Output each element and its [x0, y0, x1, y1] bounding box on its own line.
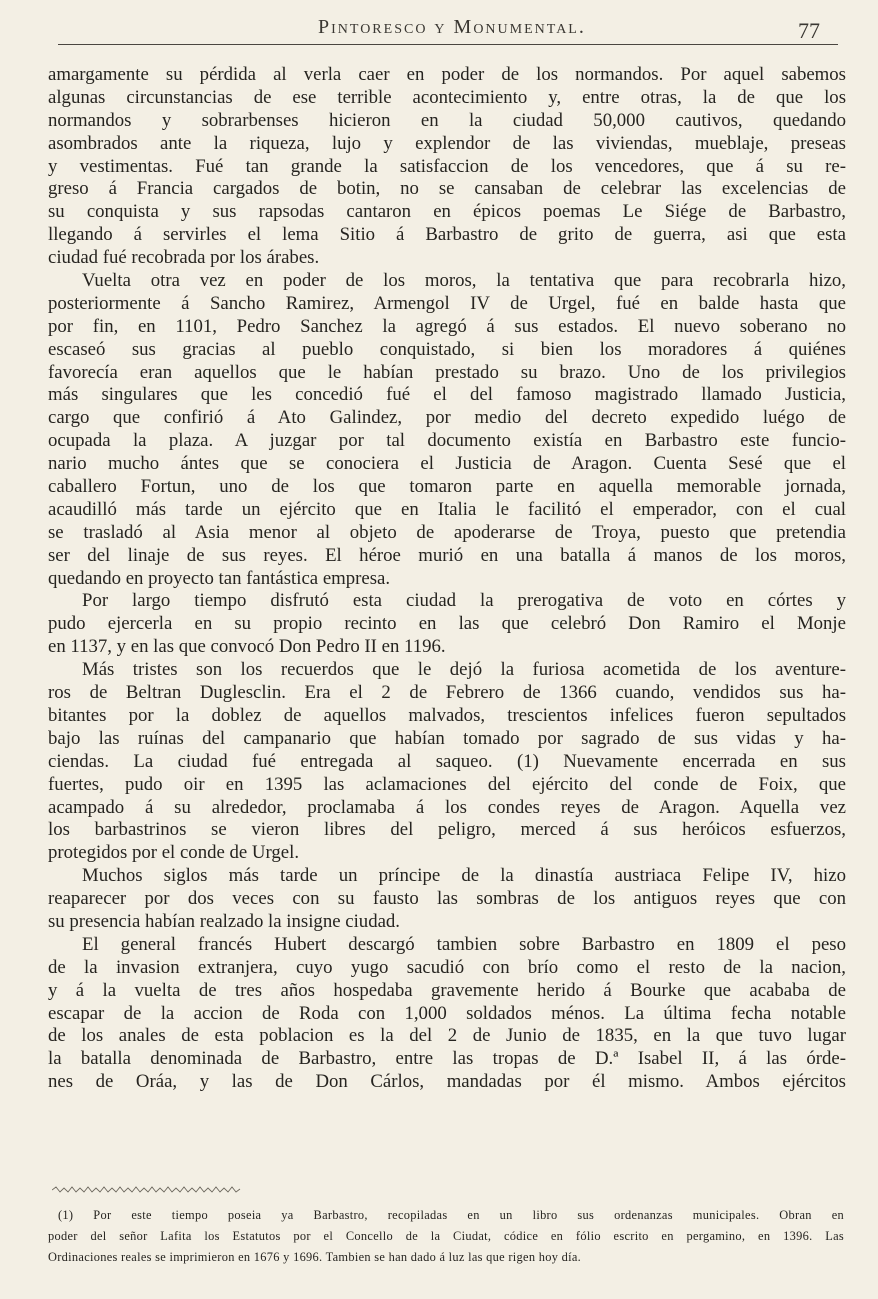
text-line: normandos y sobrarbenses hicieron en la ciudad 50,000 cautivos, quedando	[48, 109, 846, 131]
text-line: Por largo tiempo disfrutó esta ciudad la prerogativa de voto en córtes y	[82, 590, 846, 612]
text-line: ros de Beltran Duglesclin. Era el 2 de Febrero de 1366 cuando, vendidos sus ha-	[48, 682, 846, 704]
text-line: pudo ejercerla en su propio recinto en las que celebró Don Ramiro el Monje	[48, 613, 846, 635]
text-line: reaparecer por dos veces con su fausto las sombras de los antiguos reyes que con	[48, 888, 846, 910]
text-line: y vestimentas. Fué tan grande la satisfaccion de los vencedores, que á su re-	[48, 155, 846, 177]
text-line: de la invasion extranjera, cuyo yugo sacudió con brío como el resto de la nacion,	[48, 956, 846, 978]
text-line: Más tristes son los recuerdos que le dejó la furiosa acometida de los aventure-	[82, 659, 846, 681]
text-line: por fin, en 1101, Pedro Sanchez la agregó á sus estados. El nuevo soberano no	[48, 315, 846, 337]
text-line: quedando en proyecto tan fantástica empresa.	[48, 567, 391, 589]
text-line: acampado á su alrededor, proclamaba á los condes reyes de Aragon. Aquella vez	[48, 796, 846, 818]
footnote-line: Ordinaciones reales se imprimieron en 1676 y 1696. Tambien se han dado á luz las que rigen hoy día.	[48, 1250, 582, 1264]
text-line: posteriormente á Sancho Ramirez, Armengol IV de Urgel, fué en balde hasta que	[48, 292, 846, 314]
footnote-line: (1) Por este tiempo poseia ya Barbastro, recopiladas en un libro sus ordenanzas municipales. Obran en	[58, 1208, 844, 1222]
text-line: ocupada la plaza. A juzgar por tal documento existía en Barbastro este funcio-	[48, 430, 846, 452]
text-line: su presencia habían realzado la insigne ciudad.	[48, 910, 401, 932]
text-line: se trasladó al Asia menor al objeto de apoderarse de Troya, puesto que pretendia	[48, 521, 846, 543]
text-line: llegando á servirles el lema Sitio á Barbastro de grito de guerra, asi que esta	[48, 224, 846, 246]
text-line: la batalla denominada de Barbastro, entre las tropas de D.ª Isabel II, á las órde-	[48, 1048, 846, 1070]
text-line: ciendas. La ciudad fué entregada al saqueo. (1) Nuevamente encerrada en sus	[48, 750, 846, 772]
text-line: ser del linaje de sus reyes. El héroe murió en una batalla á manos de los moros,	[48, 544, 846, 566]
footnote-line: poder del señor Lafita los Estatutos por el Concello de la Ciudat, códice en fólio escrito en pergamino, en 1396. Las	[48, 1229, 844, 1243]
body-text	[48, 64, 846, 1094]
text-line: greso á Francia cargados de botin, no se cansaban de celebrar las excelencias de	[48, 178, 846, 200]
text-line: y á la vuelta de tres años hospedaba gravemente herido á Bourke que acababa de	[48, 979, 846, 1001]
text-line: fuertes, pudo oir en 1395 las aclamaciones del ejército del conde de Foix, que	[48, 773, 846, 795]
text-line: más singulares que les concedió fué el del famoso magistrado llamado Justicia,	[48, 384, 846, 406]
text-line: escaseó sus gracias al pueblo conquistado, si bien los moradores á quiénes	[48, 338, 846, 360]
text-line: escapar de la accion de Roda con 1,000 soldados ménos. La última fecha notable	[48, 1002, 846, 1024]
text-line: asombrados ante la riqueza, lujo y explendor de las viviendas, mueblaje, preseas	[48, 132, 846, 154]
text-line: caballero Fortun, uno de los que tomaron parte en aquella memorable jornada,	[48, 476, 846, 498]
text-line: cargo que confirió á Ato Galindez, por medio del decreto expedido luégo de	[48, 407, 846, 429]
text-line: Muchos siglos más tarde un príncipe de la dinastía austriaca Felipe IV, hizo	[82, 865, 846, 887]
text-line: bajo las ruínas del campanario que habían tomado por sagrado de sus vidas y ha-	[48, 727, 846, 749]
text-line: su conquista y sus rapsodas cantaron en épicos poemas Le Siége de Barbastro,	[48, 201, 846, 223]
text-line: protegidos por el conde de Urgel.	[48, 842, 300, 864]
text-line: los barbastrinos se vieron libres del peligro, merced á sus heróicos esfuerzos,	[48, 819, 846, 841]
text-line: El general francés Hubert descargó tambien sobre Barbastro en 1809 el peso	[82, 933, 846, 955]
running-title: Pintoresco y Monumental.	[318, 16, 586, 38]
text-line: de los anales de esta poblacion es la del 2 de Junio de 1835, en la que tuvo lugar	[48, 1025, 846, 1047]
page-header	[48, 14, 838, 44]
header-rule	[58, 44, 838, 45]
footnotes	[48, 1205, 844, 1268]
text-line: nario mucho ántes que se conociera el Justicia de Aragon. Cuenta Sesé que el	[48, 453, 846, 475]
text-line: acaudilló más tarde un ejército que en Italia le facilitó el emperador, con el cual	[48, 498, 846, 520]
text-line: algunas circunstancias de ese terrible acontecimiento y, entre otras, la de que los	[48, 86, 846, 108]
text-line: favorecía eran aquellos que le habían prestado su brazo. Uno de los privilegios	[48, 361, 846, 383]
text-line: nes de Oráa, y las de Don Cárlos, mandadas por él mismo. Ambos ejércitos	[48, 1071, 846, 1093]
text-line: en 1137, y en las que convocó Don Pedro II en 1196.	[48, 636, 446, 658]
text-line: amargamente su pérdida al verla caer en poder de los normandos. Por aquel sabemos	[48, 64, 846, 85]
footnote-ornament	[52, 1186, 242, 1194]
page-number: 77	[798, 18, 820, 43]
text-line: ciudad fué recobrada por los árabes.	[48, 247, 320, 269]
text-line: bitantes por la doblez de aquellos malvados, trescientos infelices fueron sepultados	[48, 704, 846, 726]
text-line: Vuelta otra vez en poder de los moros, la tentativa que para recobrarla hizo,	[82, 270, 846, 292]
